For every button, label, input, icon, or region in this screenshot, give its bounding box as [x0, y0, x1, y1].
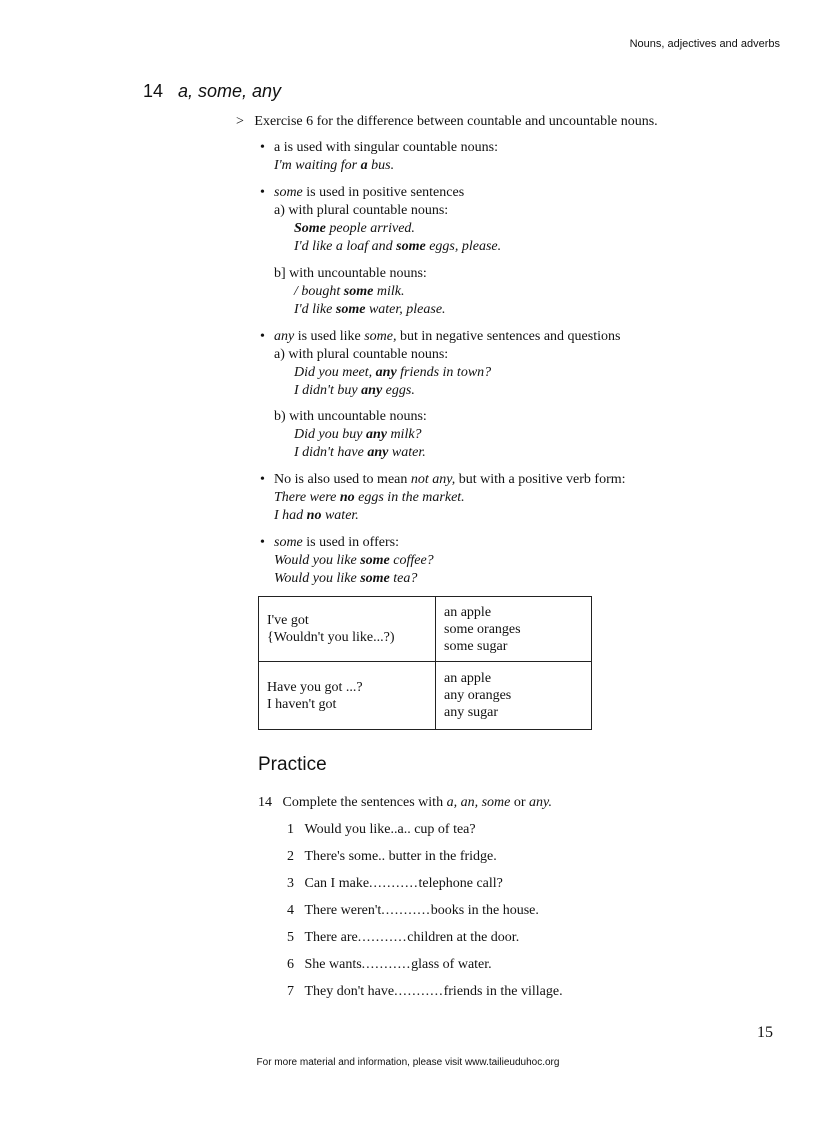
rule-some-example: Some people arrived.: [294, 221, 415, 236]
rule-some-example: I'd like some water, please.: [294, 302, 446, 317]
exercise-item: 2 There's some.. butter in the fridge.: [287, 849, 497, 864]
page-number: 15: [757, 1024, 773, 1041]
rule-some-example: I'd like a loaf and some eggs, please.: [294, 239, 502, 254]
exercise-item: 5 There are...........children at the door.: [287, 930, 520, 945]
answer-blank[interactable]: ...........: [369, 876, 419, 891]
cross-reference: [236, 113, 658, 131]
practice-heading: Practice: [258, 754, 327, 775]
rule-any-example: Did you buy any milk?: [294, 427, 422, 442]
rule-any-sub-b: b) with uncountable nouns:: [274, 409, 427, 424]
rule-any-sub-a: a) with plural countable nouns:: [274, 347, 449, 362]
running-header: Nouns, adjectives and adverbs: [629, 38, 780, 50]
exercise-item: 1 Would you like..a.. cup of tea?: [287, 822, 476, 837]
rule-offers-example: Would you like some coffee?: [274, 553, 434, 568]
rule-a-heading: • a is used with singular countable nouns:: [260, 140, 498, 155]
exercise-instruction: 14 Complete the sentences with a, an, some or any.: [258, 795, 552, 810]
answer-blank[interactable]: ...........: [357, 930, 408, 945]
exercise-item: 6 She wants...........glass of water.: [287, 957, 492, 972]
rule-no-heading: • No is also used to mean not any, but with a positive verb form:: [260, 472, 626, 487]
rule-no-example: I had no water.: [274, 508, 359, 523]
exercise-item: 7 They don't have...........friends in the village.: [287, 984, 563, 999]
rule-any-heading: • any is used like some, but in negative sentences and questions: [260, 329, 621, 344]
rule-any-example: Did you meet, any friends in town?: [294, 365, 492, 380]
table-cell: Have you got ...? I haven't got: [259, 662, 436, 730]
footer-note: For more material and information, please visit www.tailieuduhoc.org: [256, 1057, 560, 1068]
rule-no-example: There were no eggs in the market.: [274, 490, 465, 505]
table-row: [259, 597, 592, 662]
rule-offers-heading: • some is used in offers:: [260, 535, 399, 550]
rule-any-example: I didn't have any water.: [294, 445, 426, 460]
cross-reference-text: Exercise 6 for the difference between countable and uncountable nouns.: [254, 114, 658, 129]
table-cell: an apple any oranges any sugar: [436, 662, 592, 730]
exercise-item: 4 There weren't...........books in the house.: [287, 903, 539, 918]
rule-any-example: I didn't buy any eggs.: [294, 383, 415, 398]
summary-table: [258, 596, 592, 730]
rule-some-example: / bought some milk.: [294, 284, 405, 299]
rule-offers-example: Would you like some tea?: [274, 571, 418, 586]
unit-number: 14: [143, 81, 164, 101]
rule-some-heading: • some is used in positive sentences: [260, 185, 465, 200]
unit-title: a, some, any: [178, 81, 282, 101]
rule-some-sub-b: b] with uncountable nouns:: [274, 266, 427, 281]
cross-reference-arrow: >: [236, 114, 244, 129]
table-cell: I've got {Wouldn't you like...?): [259, 597, 436, 662]
answer-blank[interactable]: ...........: [394, 984, 444, 999]
table-row: [259, 662, 592, 730]
answer-blank[interactable]: ...........: [381, 903, 431, 918]
rule-some-sub-a: a) with plural countable nouns:: [274, 203, 449, 218]
answer-blank[interactable]: ...........: [361, 957, 412, 972]
exercise-item: 3 Can I make...........telephone call?: [287, 876, 503, 891]
rule-a-example: I'm waiting for a bus.: [274, 158, 395, 173]
table-cell: an apple some oranges some sugar: [436, 597, 592, 662]
